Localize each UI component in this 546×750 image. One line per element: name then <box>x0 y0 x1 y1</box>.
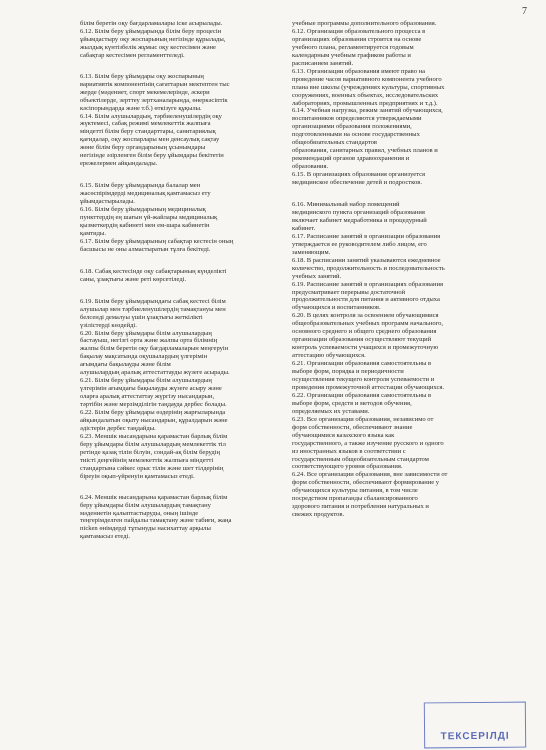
paragraph: 6.13. Білім беру ұйымдары оқу жоспарының вариативтік компонентінің сағаттарын мектептен тыс жерде (мәдениет, спорт мекемелерінде, әскери объектілерде, зерттеу зертханаларында, өнеркәсіптік кәсіпорындарда және т.б.) өткізуге құқылы. <box>80 72 230 112</box>
paragraph: 6.19. Білім беру ұйымдарындағы сабақ кестесі білім алушылар мен тәрбиеленушілердің тамақтануы мен белсенді демалуы үшін ұзақтығы жеткілікті үзілістерді көздейді. <box>80 297 226 329</box>
paragraph: 6.22. Организации образования самостоятельны в выборе форм, средств и методов обучения, определяемых их уставами. <box>292 391 432 415</box>
paragraph: 6.18. В расписании занятий указываются ежедневное количество, продолжительность и последовательность учебных занятий. <box>292 256 445 280</box>
paragraph: білім беретін оқу бағдарламалары іске асырылады. <box>80 20 223 27</box>
paragraph: 6.24. Меншік нысандарына қарамастан барлық білім беру ұйымдары білім алушылардың тамақтану мәдениетін қалыптастыруды, оның ішінде теңгерімделген пайдалы тамақтану және табиғи, жаңа пісken өнімдерді тұтынуды насихаттау арқылы қамтамасыз етеді. <box>80 493 232 541</box>
paragraph: 6.17. Расписание занятий в организации образования утверждается ее руководителем либо лицом, его заменяющим. <box>292 232 441 256</box>
paragraph: 6.12. Білім беру ұйымдарында білім беру процесін ұйымдастыру оқу жоспарының негізінде құрылады, жылдық күнтізбелік жұмыс оқу кестесімен және сабақтар кестесімен регламенттеледі. <box>80 27 226 59</box>
paragraph: 6.21. Организации образования самостоятельны в выборе форм, порядка и периодичности осуществления текущего контроля успеваемости и проведения промежуточной аттестации обучающихся. <box>292 360 445 391</box>
paragraph: 6.15. В организациях образования организуется медицинское обеспечение детей и подростков. <box>292 171 426 187</box>
paragraph: 6.13. Организации образования имеют право на проведение часов вариативного компонента учебного плана вне школы (учреждениях культуры, спортивных сооружениях, военных объектах, исследовательских лабораториях, промышленных предприятиях и т.д.). <box>292 67 445 107</box>
paragraph: 6.16. Білім беру ұйымдарының медициналық пункттердің ең шағын үй-жайлары медициналық қызметкердің кабинеті мен ем-шара кабинетін қамтиды. <box>80 206 218 237</box>
stamp-label: ТЕКСЕРІЛДІ <box>440 730 510 743</box>
verification-stamp <box>424 702 526 749</box>
paragraph: 6.15. Білім беру ұйымдарында балалар мен жасөспірімдерді медициналық қамтамасыз ету ұйымдастырылады. <box>80 182 211 206</box>
paragraph: 6.21. Білім беру ұйымдары білім алушылардың үлгерімін ағымдағы бақылауды жүзеге асыру және оларға аралық аттестаттау жүргізу нысандарын, тәртібін және мерзімділігін таңдауда дербес болады. <box>80 377 227 409</box>
paragraph: 6.14. Білім алушылардың, тәрбиеленушілердің оқу жүктемесі, сабақ режимі мемлекеттік жалпыға міндетті білім беру стандарттары, санитариялық қағидалар, оқу жоспарлары мен денсаулық сақтау жөне білім беру органдарының ұсынымдары негізінде әзірленген білім беру ұйымдары бекітетін ережелермен айқындалады. <box>80 112 224 168</box>
paragraph: 6.23. Меншік нысандарына қарамастан барлық білім беру ұйымдары білім алушылардың мемлекеттік тіл ретінде қазақ тілін білуін, сондай-ақ білім берудің тиісті деңгейінің мемлекеттік жалпыға міндетті стандартына сәйкес орыс тілін және шет тілдерінің біреуін оқып-үйренуін қамтамасыз етеді. <box>80 432 228 480</box>
paragraph: 6.24. Все организации образования, вне зависимости от форм собственности, обеспечивают формирование у обучающихся культуры питания, в том числе посредством пропаганды сбалансированного здорового питания и потребления натуральных и свежих продуктов. <box>292 471 448 519</box>
paragraph: 6.20. Білім беру ұйымдары білім алушылардың бастауыш, негізгі орта және жалпы орта білімнің жалпы білім беретін оқу бағдарламаларын меңгеруін бақылау мақсатында оқушылардың үлгерімін ағымдағы бақылауды және білім алушылардың аралық аттестаттауды жүзеге асырады. <box>80 329 230 377</box>
paragraph: 6.23. Все организации образования, независимо от форм собственности, обеспечивают знание обучающимися казахского языка как государственного, а также изучение русского и одного из иностранных языков в соответствии с государственным общеобязательным стандартом соответствующего уровня образования. <box>292 415 444 471</box>
paragraph: 6.22. Білім беру ұйымдары өздерінің жарғыларында айқындалатын оқыту нысандарын, құралдарын және әдістерін дербес таңдайды. <box>80 409 228 432</box>
paragraph: 6.20. В целях контроля за освоением обучающимися общеобразовательных учебных программ начального, основного среднего и общего среднего образования организации образования осуществляют текущий контроль успеваемости учащихся и промежуточную аттестацию обучающихся. <box>292 312 444 360</box>
kazakh-text-column <box>80 20 284 541</box>
page-number: 7 <box>522 6 527 17</box>
paragraph: 6.16. Минимальный набор помещений медицинского пункта организаций образования включает кабинет медработника и процедурный кабинет. <box>292 201 427 232</box>
paragraph: 6.19. Расписание занятий в организациях образования предусматривает перерывы достаточной продолжительности для питания и активного отдыха обучающихся и воспитанников. <box>292 280 443 312</box>
paragraph: 6.12. Организация образовательного процесса в организациях образования строится на основе учебного плана, регламентируется годовым календарным учебным графиком работы и расписанием занятий. <box>292 27 426 67</box>
paragraph: 6.14. Учебная нагрузка, режим занятий обучающихся, воспитанников определяются утверждаемыми организациями образования положениями, подготовленными на основе государственных общеобязательных стандартов образования, санитарных правил, учебных планов и рекомендаций органов здравоохранения и образования. <box>292 107 443 171</box>
paragraph: 6.17. Білім беру ұйымдарының сабақтар кестесін оның басшысы не оны алмастыратын тұлға бекітеді. <box>80 237 234 253</box>
stamp-fine-print <box>428 706 522 707</box>
paragraph: учебные программы дополнительного образования. <box>292 20 437 27</box>
paragraph: 6.18. Сабақ кестесінде оқу сабақтарының күнделікті саны, ұзақтығы және реті көрсетіледі. <box>80 267 227 283</box>
russian-text-column <box>292 20 510 519</box>
